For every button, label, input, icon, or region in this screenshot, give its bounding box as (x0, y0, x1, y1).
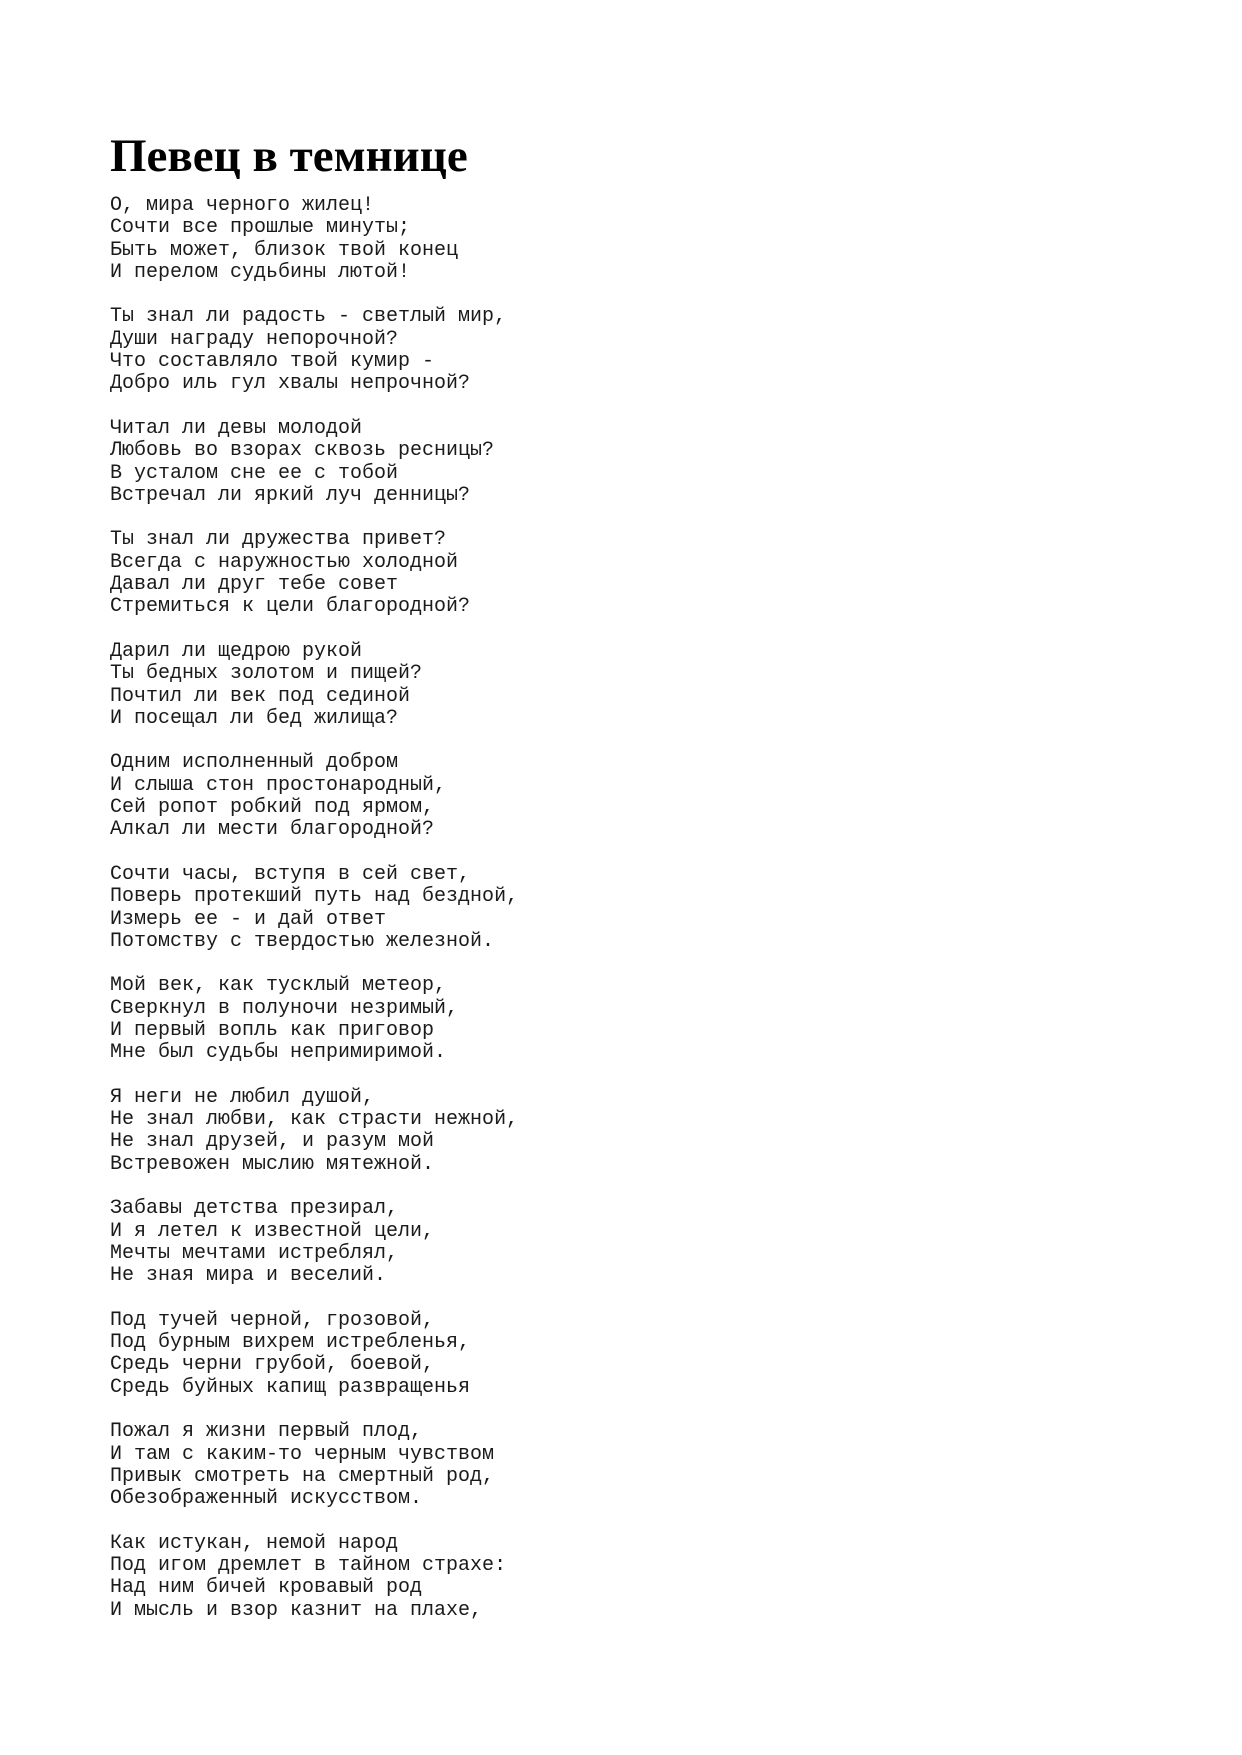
poem-line: Мне был судьбы непримиримой. (110, 1041, 447, 1065)
poem-line: Не знал друзей, и разум мой (110, 1130, 435, 1154)
poem-line: Мой век, как тусклый метеор, (110, 974, 447, 998)
poem-line: Под тучей черной, грозовой, (110, 1308, 435, 1332)
poem-line: Всегда с наружностью холодной (110, 550, 459, 574)
poem-line: Сей ропот робкий под ярмом, (110, 796, 435, 820)
poem-line: Почтил ли век под сединой (110, 684, 411, 708)
poem-line: Быть может, близок твой конец (110, 238, 459, 262)
poem-line: Привык смотреть на смертный род, (110, 1464, 495, 1488)
poem-line: Стремиться к цели благородной? (110, 595, 471, 619)
poem-stanza (110, 641, 1110, 730)
poem-line: Измерь ее - и дай ответ (110, 907, 387, 931)
poem-line: Поверь протекший путь над бездной, (110, 885, 519, 909)
poem-line: Сверкнул в полуночи незримый, (110, 996, 459, 1020)
poem-line: Обезображенный искусством. (110, 1487, 423, 1511)
poem-line: Ты знал ли радость - светлый мир, (110, 305, 507, 329)
poem-line: Средь буйных капищ развращенья (110, 1375, 471, 1399)
poem-line: Души награду непорочной? (110, 327, 399, 351)
poem-line: И я летел к известной цели, (110, 1219, 435, 1243)
poem-line: Что составляло твой кумир - (110, 350, 435, 374)
poem-line: О, мира черного жилец! (110, 194, 375, 217)
poem-line: И посещал ли бед жилища? (110, 706, 399, 730)
poem-line: Потомству с твердостью железной. (110, 929, 495, 953)
poem-line: Дарил ли щедрою рукой (110, 639, 363, 663)
poem-stanza (110, 306, 1110, 395)
poem-line: Под бурным вихрем истребленья, (110, 1331, 471, 1355)
poem-line: И перелом судьбины лютой! (110, 260, 411, 284)
poem-line: Любовь во взорах сквозь ресницы? (110, 439, 495, 463)
poem-line: Давал ли друг тебе совет (110, 573, 399, 597)
poem-line: Встревожен мыслию мятежной. (110, 1152, 435, 1176)
poem-line: Забавы детства презирал, (110, 1197, 399, 1221)
poem-line: Над ним бичей кровавый род (110, 1576, 423, 1600)
poem-line: Средь черни грубой, боевой, (110, 1353, 435, 1377)
poem-line: Читал ли девы молодой (110, 416, 363, 440)
poem-line: Ты бедных золотом и пищей? (110, 662, 423, 686)
poem-stanza (110, 1310, 1110, 1399)
poem-stanza (110, 195, 1110, 284)
poem-line: Сочти все прошлые минуты; (110, 216, 411, 240)
poem-line: И первый вопль как приговор (110, 1018, 435, 1042)
poem-stanza (110, 752, 1110, 841)
poem-stanza (110, 975, 1110, 1064)
poem-line: Не зная мира и веселий. (110, 1264, 387, 1288)
poem-line: И там с каким-то черным чувством (110, 1442, 495, 1466)
poem-line: И слыша стон простонародный, (110, 773, 447, 797)
poem-line: Встречал ли яркий луч денницы? (110, 483, 471, 507)
poem-line: Мечты мечтами истреблял, (110, 1241, 399, 1265)
poem-stanza (110, 864, 1110, 953)
poem-line: Сочти часы, вступя в сей свет, (110, 862, 471, 886)
poem-line: Я неги не любил душой, (110, 1085, 375, 1109)
poem-stanza (110, 1533, 1110, 1622)
poem-line: В усталом сне ее с тобой (110, 461, 399, 485)
poem-line: Пожал я жизни первый плод, (110, 1420, 423, 1444)
poem-line: Не знал любви, как страсти нежной, (110, 1108, 519, 1132)
poem-line: Под игом дремлет в тайном страхе: (110, 1554, 507, 1578)
poem-stanza (110, 1198, 1110, 1287)
poem-line: Ты знал ли дружества привет? (110, 528, 447, 552)
poem-stanza (110, 529, 1110, 618)
poem-stanza (110, 1421, 1110, 1510)
poem-line: Одним исполненный добром (110, 751, 399, 775)
poem-body (110, 195, 1110, 1644)
poem-line: Алкал ли мести благородной? (110, 818, 435, 842)
poem-line: Как истукан, немой народ (110, 1531, 399, 1555)
poem-line: Добро иль гул хвалы непрочной? (110, 372, 471, 396)
poem-title: Певец в темнице (110, 130, 468, 182)
poem-stanza (110, 1087, 1110, 1176)
poem-stanza (110, 418, 1110, 507)
poem-line: И мысль и взор казнит на плахе, (110, 1598, 483, 1622)
